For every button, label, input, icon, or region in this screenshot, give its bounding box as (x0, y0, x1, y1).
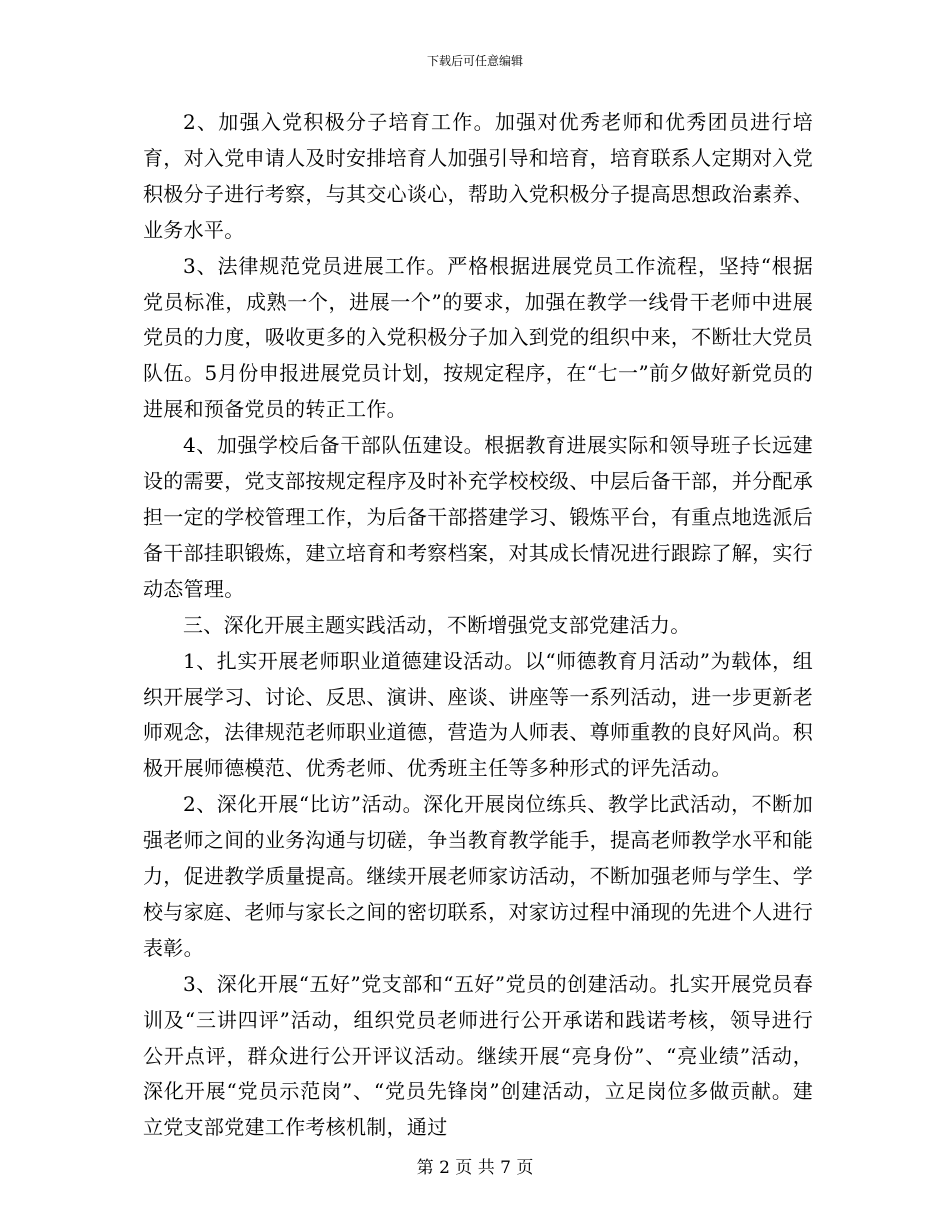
document-body (143, 105, 813, 1146)
page-number-footer: 第 2 页 共 7 页 (416, 1158, 534, 1178)
header-note: 下载后可任意编辑 (426, 54, 523, 68)
paragraph-teacher-ethics: 1、扎实开展老师职业道德建设活动。以“师德教育月活动”为载体，组织开展学习、讨论、反思、演讲、座谈、讲座等一系列活动，进一步更新老师观念，法律规范老师职业道德，营造为人师表、尊师重教的良好风尚。积极开展师德模范、优秀老师、优秀班主任等多种形式的评先活动。 (143, 648, 813, 781)
paragraph-reserve-cadre: 4、加强学校后备干部队伍建设。根据教育进展实际和领导班子长远建设的需要，党支部按规定程序及时补充学校校级、中层后备干部，并分配承担一定的学校管理工作，为后备干部搭建学习、锻炼平台，有重点地选派后备干部挂职锻炼，建立培育和考察档案，对其成长情况进行跟踪了解，实行动态管理。 (143, 433, 813, 601)
section-heading-practice-activities: 三、深化开展主题实践活动，不断增强党支部党建活力。 (183, 612, 691, 637)
paragraph-five-good: 3、深化开展“五好”党支部和“五好”党员的创建活动。扎实开展党员春训及“三讲四评”活动，组织党员老师进行公开承诺和践诺考核，领导进行公开点评，群众进行公开评议活动。继续开展“亮身份”、“亮业绩”活动，深化开展“党员示范岗”、“党员先锋岗”创建活动，立足岗位多做贡献。建立党支部党建工作考核机制，通过 (143, 971, 813, 1140)
paragraph-party-activist-training: 2、加强入党积极分子培育工作。加强对优秀老师和优秀团员进行培育，对入党申请人及时安排培育人加强引导和培育，培育联系人定期对入党积极分子进行考察，与其交心谈心，帮助入党积极分子提高思想政治素养、业务水平。 (143, 110, 813, 242)
paragraph-member-development: 3、法律规范党员进展工作。严格根据进展党员工作流程，坚持“根据党员标准，成熟一个，进展一个”的要求，加强在教学一线骨干老师中进展党员的力度，吸收更多的入党积极分子加入到党的组织中来，不断壮大党员队伍。5月份申报进展党员计划，按规定程序，在“七一”前夕做好新党员的进展和预备党员的转正工作。 (143, 253, 813, 422)
paragraph-compare-visit: 2、深化开展“比访”活动。深化开展岗位练兵、教学比武活动，不断加强老师之间的业务沟通与切磋，争当教育教学能手，提高老师教学水平和能力，促进教学质量提高。继续开展老师家访活动，不断加强老师与学生、学校与家庭、老师与家长之间的密切联系，对家访过程中涌现的先进个人进行表彰。 (143, 792, 813, 960)
